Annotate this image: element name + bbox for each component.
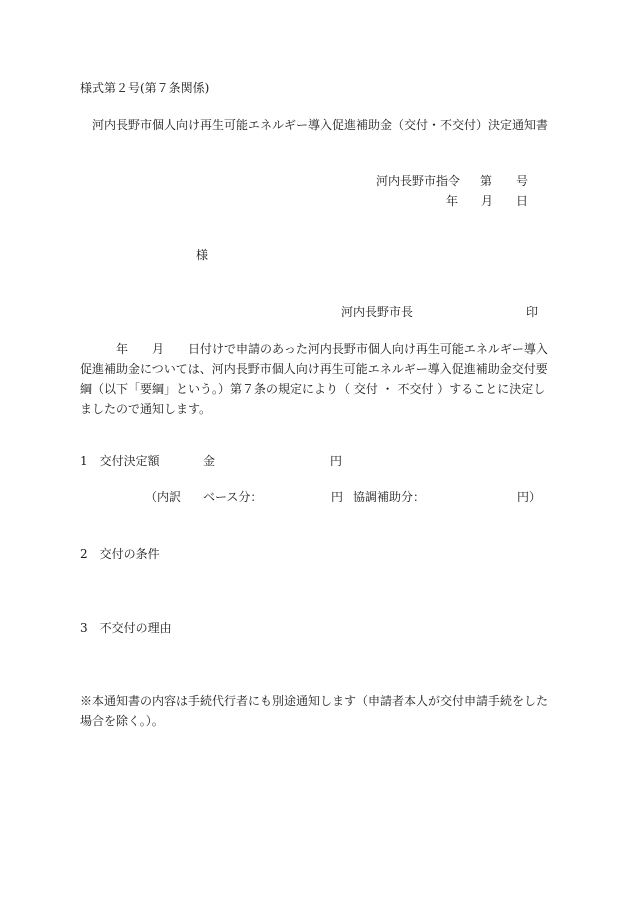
month-label: 月 [481, 194, 494, 208]
base-yen: 円 [331, 490, 344, 504]
seal-mark: 印 [526, 305, 539, 319]
day-label: 日 [516, 194, 529, 208]
item1-kin: 金 [203, 454, 216, 468]
item2-label: 2 交付の条件 [80, 547, 160, 561]
recipient-sama: 様 [196, 248, 209, 262]
footnote: ※本通知書の内容は手続代行者にも別途通知します（申請者本人が交付申請手続をした場合を除く。）。 [80, 694, 549, 728]
base-label: ベース分： [203, 490, 263, 504]
kyocho-yen: 円） [517, 490, 542, 504]
go-label: 号 [516, 174, 529, 188]
item1-yen: 円 [330, 454, 343, 468]
document-title: 河内長野市個人向け再生可能エネルギー導入促進補助金（交付・不交付）決定通知書 [92, 118, 549, 132]
sender-name: 河内長野市長 [341, 305, 414, 319]
form-label: 様式第２号(第７条関係) [80, 81, 210, 95]
body-paragraph: 年 月 日付けで申請のあった河内長野市個人向け再生可能エネルギー導入促進補助金については、河内長野市個人向け再生可能エネルギー導入促進補助金交付要綱（以下「要綱」という。）第７条の規定により（ 交付 ・ 不交付 ）することに決定しましたので通知します。 [80, 342, 548, 416]
breakdown-open: （内訳 [145, 490, 182, 504]
year-label: 年 [446, 194, 459, 208]
issuer-label: 河内長野市指令 [376, 174, 461, 188]
dai-label: 第 [480, 174, 493, 188]
item3-label: 3 不交付の理由 [80, 621, 172, 635]
kyocho-label: 協調補助分： [353, 490, 426, 504]
item1-label: 1 交付決定額 [80, 454, 160, 468]
